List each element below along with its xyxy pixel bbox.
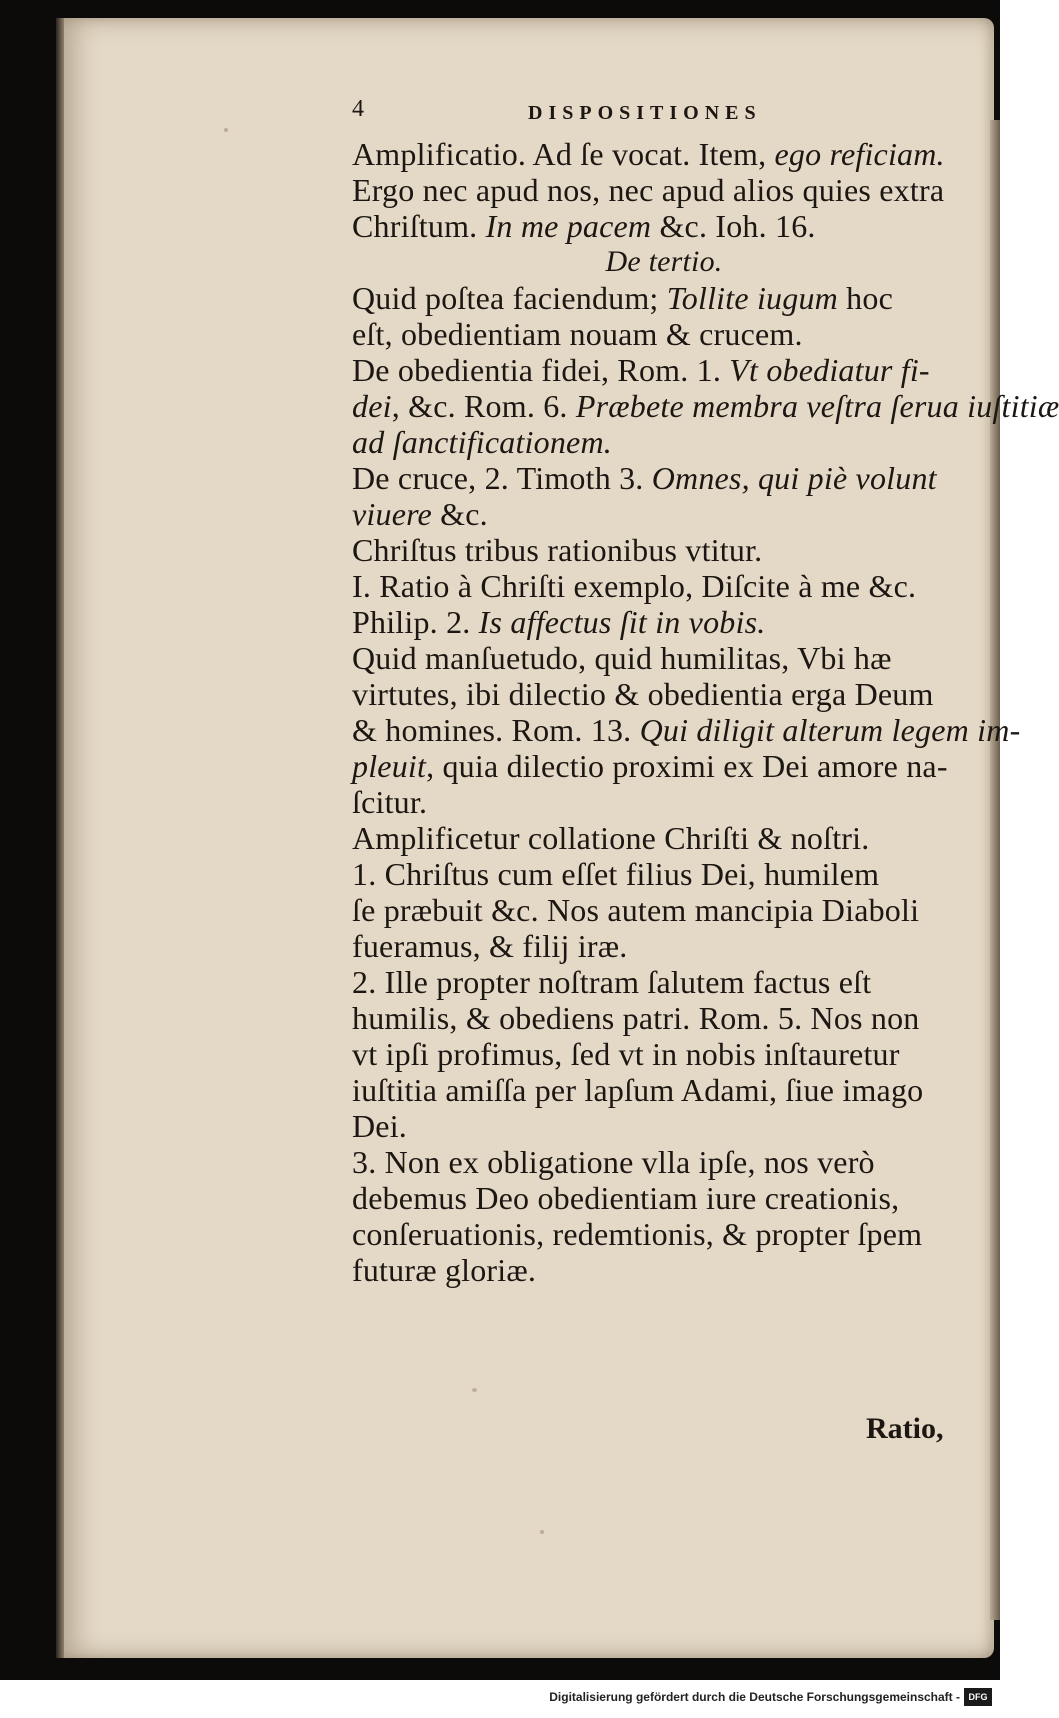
text-line <box>352 604 976 640</box>
footer-credit: Digitalisierung gefördert durch die Deutsche Forschungsgemeinschaft - <box>549 1690 960 1704</box>
text-line <box>352 460 976 496</box>
text-line <box>352 424 976 460</box>
text-line <box>352 316 976 352</box>
text-line <box>352 676 976 712</box>
text-span: &c. Ioh. 16. <box>651 208 816 244</box>
running-head: DISPOSITIONES <box>528 102 762 124</box>
text-span: Dei. <box>352 1108 408 1144</box>
text-span: &c. <box>431 496 488 532</box>
text-span: Philip. 2. <box>352 604 479 640</box>
text-span: I. Ratio à Chriſti exemplo, Diſcite à me &c. <box>352 568 917 604</box>
italic-span: In me pacem <box>485 208 652 244</box>
text-line <box>352 568 976 604</box>
italic-span: Tollite iugum <box>666 280 838 316</box>
footer-bar <box>0 1688 1000 1714</box>
italic-span: Qui diligit alterum legem im- <box>639 712 1021 748</box>
text-line <box>352 1216 976 1252</box>
text-line <box>352 1252 976 1288</box>
italic-span: ad ſanctificationem. <box>352 424 612 460</box>
body-text <box>352 136 1059 1288</box>
text-line <box>352 496 976 532</box>
text-line <box>352 928 976 964</box>
italic-span: De tertio. <box>605 245 723 278</box>
text-line <box>352 712 1021 748</box>
text-line <box>352 352 976 388</box>
text-span: conſeruationis, redemtionis, & propter ſpem <box>352 1216 923 1252</box>
text-span: Chriſtus tribus rationibus vtitur. <box>352 532 763 568</box>
text-span: Quid poſtea faciendum; <box>352 280 667 316</box>
italic-span: Præbete membra veſtra ſerua iuſtitiæ <box>575 388 1059 424</box>
text-span: De cruce, 2. Timoth 3. <box>352 460 652 496</box>
text-span: De obedientia fidei, Rom. 1. <box>352 352 730 388</box>
paper-spot <box>540 1530 544 1534</box>
page-text-block <box>352 96 1059 1288</box>
text-span: 2. Ille propter noſtram ſalutem factus eſt <box>352 964 872 1000</box>
italic-span: viuere <box>352 496 432 532</box>
page-header <box>352 96 976 136</box>
text-line <box>352 1000 976 1036</box>
paper-spot <box>224 128 228 132</box>
text-line <box>352 784 976 820</box>
text-span: Amplificatio. Ad ſe vocat. Item, <box>352 136 775 172</box>
text-line <box>352 820 976 856</box>
page-number: 4 <box>352 96 370 122</box>
text-span: debemus Deo obedientiam iure creationis, <box>352 1180 900 1216</box>
text-line <box>352 892 976 928</box>
italic-span: dei <box>352 388 392 424</box>
text-span: ſcitur. <box>352 784 428 820</box>
text-span: , quia dilectio proximi ex Dei amore na- <box>426 748 948 784</box>
text-span: virtutes, ibi dilectio & obedientia erga Deum <box>352 676 934 712</box>
italic-span: pleuit <box>352 748 427 784</box>
text-span: Ergo nec apud nos, nec apud alios quies extra <box>352 172 945 208</box>
text-line <box>352 136 976 172</box>
text-line <box>352 1144 976 1180</box>
italic-span: ego reficiam. <box>774 136 945 172</box>
text-line <box>352 640 976 676</box>
text-span: ſe præbuit &c. Nos autem mancipia Diaboli <box>352 892 920 928</box>
dfg-logo-icon: DFG <box>964 1688 992 1706</box>
text-span: Chriſtum. <box>352 208 486 244</box>
text-line <box>352 856 976 892</box>
paper-spot <box>472 1388 477 1392</box>
text-line <box>352 1108 976 1144</box>
text-line <box>352 532 976 568</box>
italic-span: Vt obediatur fi- <box>729 352 930 388</box>
text-line <box>352 1180 976 1216</box>
text-span: eſt, obedientiam nouam & crucem. <box>352 316 803 352</box>
text-span: Quid manſuetudo, quid humilitas, Vbi hæ <box>352 640 892 676</box>
text-line <box>352 280 976 316</box>
catchword: Ratio, <box>866 1412 944 1445</box>
text-line <box>352 388 1059 424</box>
text-span: humilis, & obediens patri. Rom. 5. Nos non <box>352 1000 920 1036</box>
text-line <box>352 964 976 1000</box>
text-line <box>352 172 976 208</box>
text-span: futuræ gloriæ. <box>352 1252 537 1288</box>
text-span: , &c. Rom. 6. <box>391 388 576 424</box>
italic-span: Is affectus ſit in vobis. <box>478 604 766 640</box>
text-span: & homines. Rom. 13. <box>352 712 640 748</box>
text-line <box>352 1072 976 1108</box>
text-span: Amplificetur collatione Chriſti & noſtri. <box>352 820 870 856</box>
text-span: hoc <box>837 280 893 316</box>
text-span: iuſtitia amiſſa per lapſum Adami, ſiue imago <box>352 1072 924 1108</box>
italic-span: Omnes, qui piè volunt <box>651 460 937 496</box>
text-line <box>352 748 976 784</box>
text-span: fueramus, & filij iræ. <box>352 928 628 964</box>
text-line <box>352 208 976 244</box>
page-edge <box>990 120 1000 1620</box>
section-heading <box>352 244 976 280</box>
text-span: vt ipſi profimus, ſed vt in nobis inſtauretur <box>352 1036 900 1072</box>
text-span: 3. Non ex obligatione vlla ipſe, nos verò <box>352 1144 875 1180</box>
text-line <box>352 1036 976 1072</box>
page-gutter <box>56 18 64 1658</box>
text-span: 1. Chriſtus cum eſſet filius Dei, humilem <box>352 856 880 892</box>
